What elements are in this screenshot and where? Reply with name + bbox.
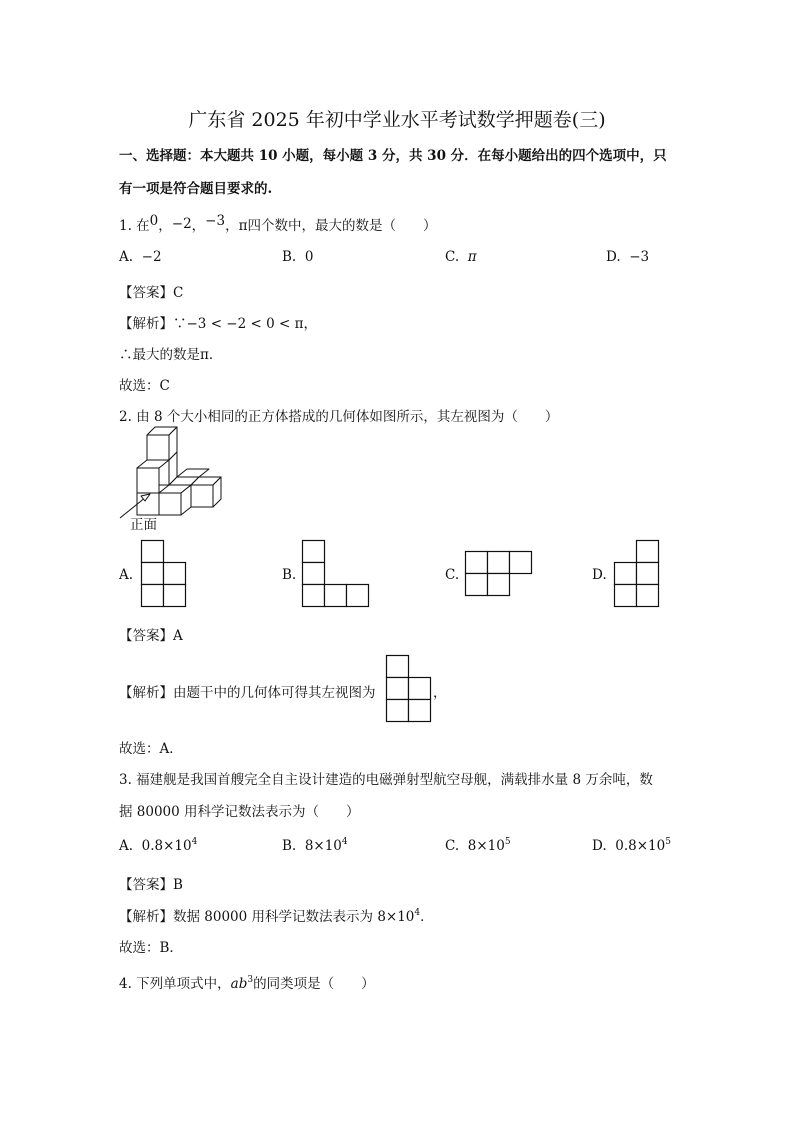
q1-number-neg3: −3 [205, 213, 226, 229]
q2-option-d-letter[interactable]: D. [592, 567, 607, 583]
q2-analysis-view [386, 655, 434, 723]
q1-stem-prefix: 1. 在 [119, 218, 150, 234]
q1-option-d[interactable]: D. −3 [606, 249, 650, 265]
q1-number-neg2: −2 [171, 216, 192, 232]
q1-choose: 故选：C [119, 378, 170, 394]
q2-option-a-letter[interactable]: A. [119, 567, 134, 583]
q2-option-c-letter[interactable]: C. [445, 567, 460, 583]
q1-option-b[interactable]: B. 0 [282, 249, 314, 265]
question-3-stem-line2: 据 80000 用科学记数法表示为（ ） [119, 804, 360, 820]
q2-option-b-letter[interactable]: B. [282, 567, 297, 583]
q1-analysis: 【解析】∵−3 < −2 < 0 < π， [119, 316, 317, 332]
page-title: 广东省 2025 年初中学业水平考试数学押题卷(三) [188, 109, 606, 131]
q3-option-a[interactable]: A. $0.8\times 10^4$ [119, 837, 198, 854]
question-3-stem-line1: 3. 福建舰是我国首艘完全自主设计建造的电磁弹射型航空母舰，满载排水量 8 万余吨，数 [119, 772, 653, 788]
question-1-stem: 1. 在0，−2，−3，π四个数中，最大的数是（ ） [119, 213, 437, 234]
q2-option-a-view[interactable] [141, 540, 189, 608]
q2-analysis-comma: ， [433, 685, 447, 701]
q1-option-c[interactable]: C. π [445, 249, 477, 265]
q2-option-d-view[interactable] [614, 540, 662, 608]
q2-option-c-view[interactable] [465, 551, 535, 597]
q1-option-a[interactable]: A. −2 [119, 249, 162, 265]
q3-option-d[interactable]: D. $0.8\times 10^5$ [592, 837, 671, 854]
q3-choose: 故选：B． [119, 940, 183, 956]
q1-conclusion: ∴最大的数是π． [119, 347, 223, 363]
section-instruction-line1: 一、选择题：本大题共 10 小题，每小题 3 分，共 30 分．在每小题给出的四个选项中，只 [119, 148, 667, 164]
q2-analysis-text: 【解析】由题干中的几何体可得其左视图为 [119, 685, 376, 701]
q2-option-b-view[interactable] [302, 540, 372, 608]
q1-stem-suffix: π四个数中，最大的数是（ ） [238, 218, 437, 234]
q2-choose: 故选：A． [119, 741, 183, 757]
q1-answer: 【答案】C [119, 285, 184, 301]
question-2-stem: 2. 由 8 个大小相同的正方体搭成的几何体如图所示，其左视图为（ ） [119, 409, 559, 425]
question-4-stem: 4. 下列单项式中，$ab^3$的同类项是（ ） [119, 975, 375, 992]
front-label: 正面 [130, 517, 157, 533]
q2-answer: 【答案】A [119, 628, 183, 644]
q3-analysis: 【解析】数据 80000 用科学记数法表示为 $8\times 10^4$． [119, 908, 434, 925]
q3-option-c[interactable]: C. $8\times 10^5$ [445, 837, 511, 854]
section-instruction-line2: 有一项是符合题目要求的. [119, 181, 273, 197]
q1-number-0: 0 [149, 213, 159, 229]
q3-option-b[interactable]: B. $8\times 10^4$ [282, 837, 348, 854]
q4-expression: ab [230, 976, 248, 992]
q3-answer: 【答案】B [119, 877, 183, 893]
